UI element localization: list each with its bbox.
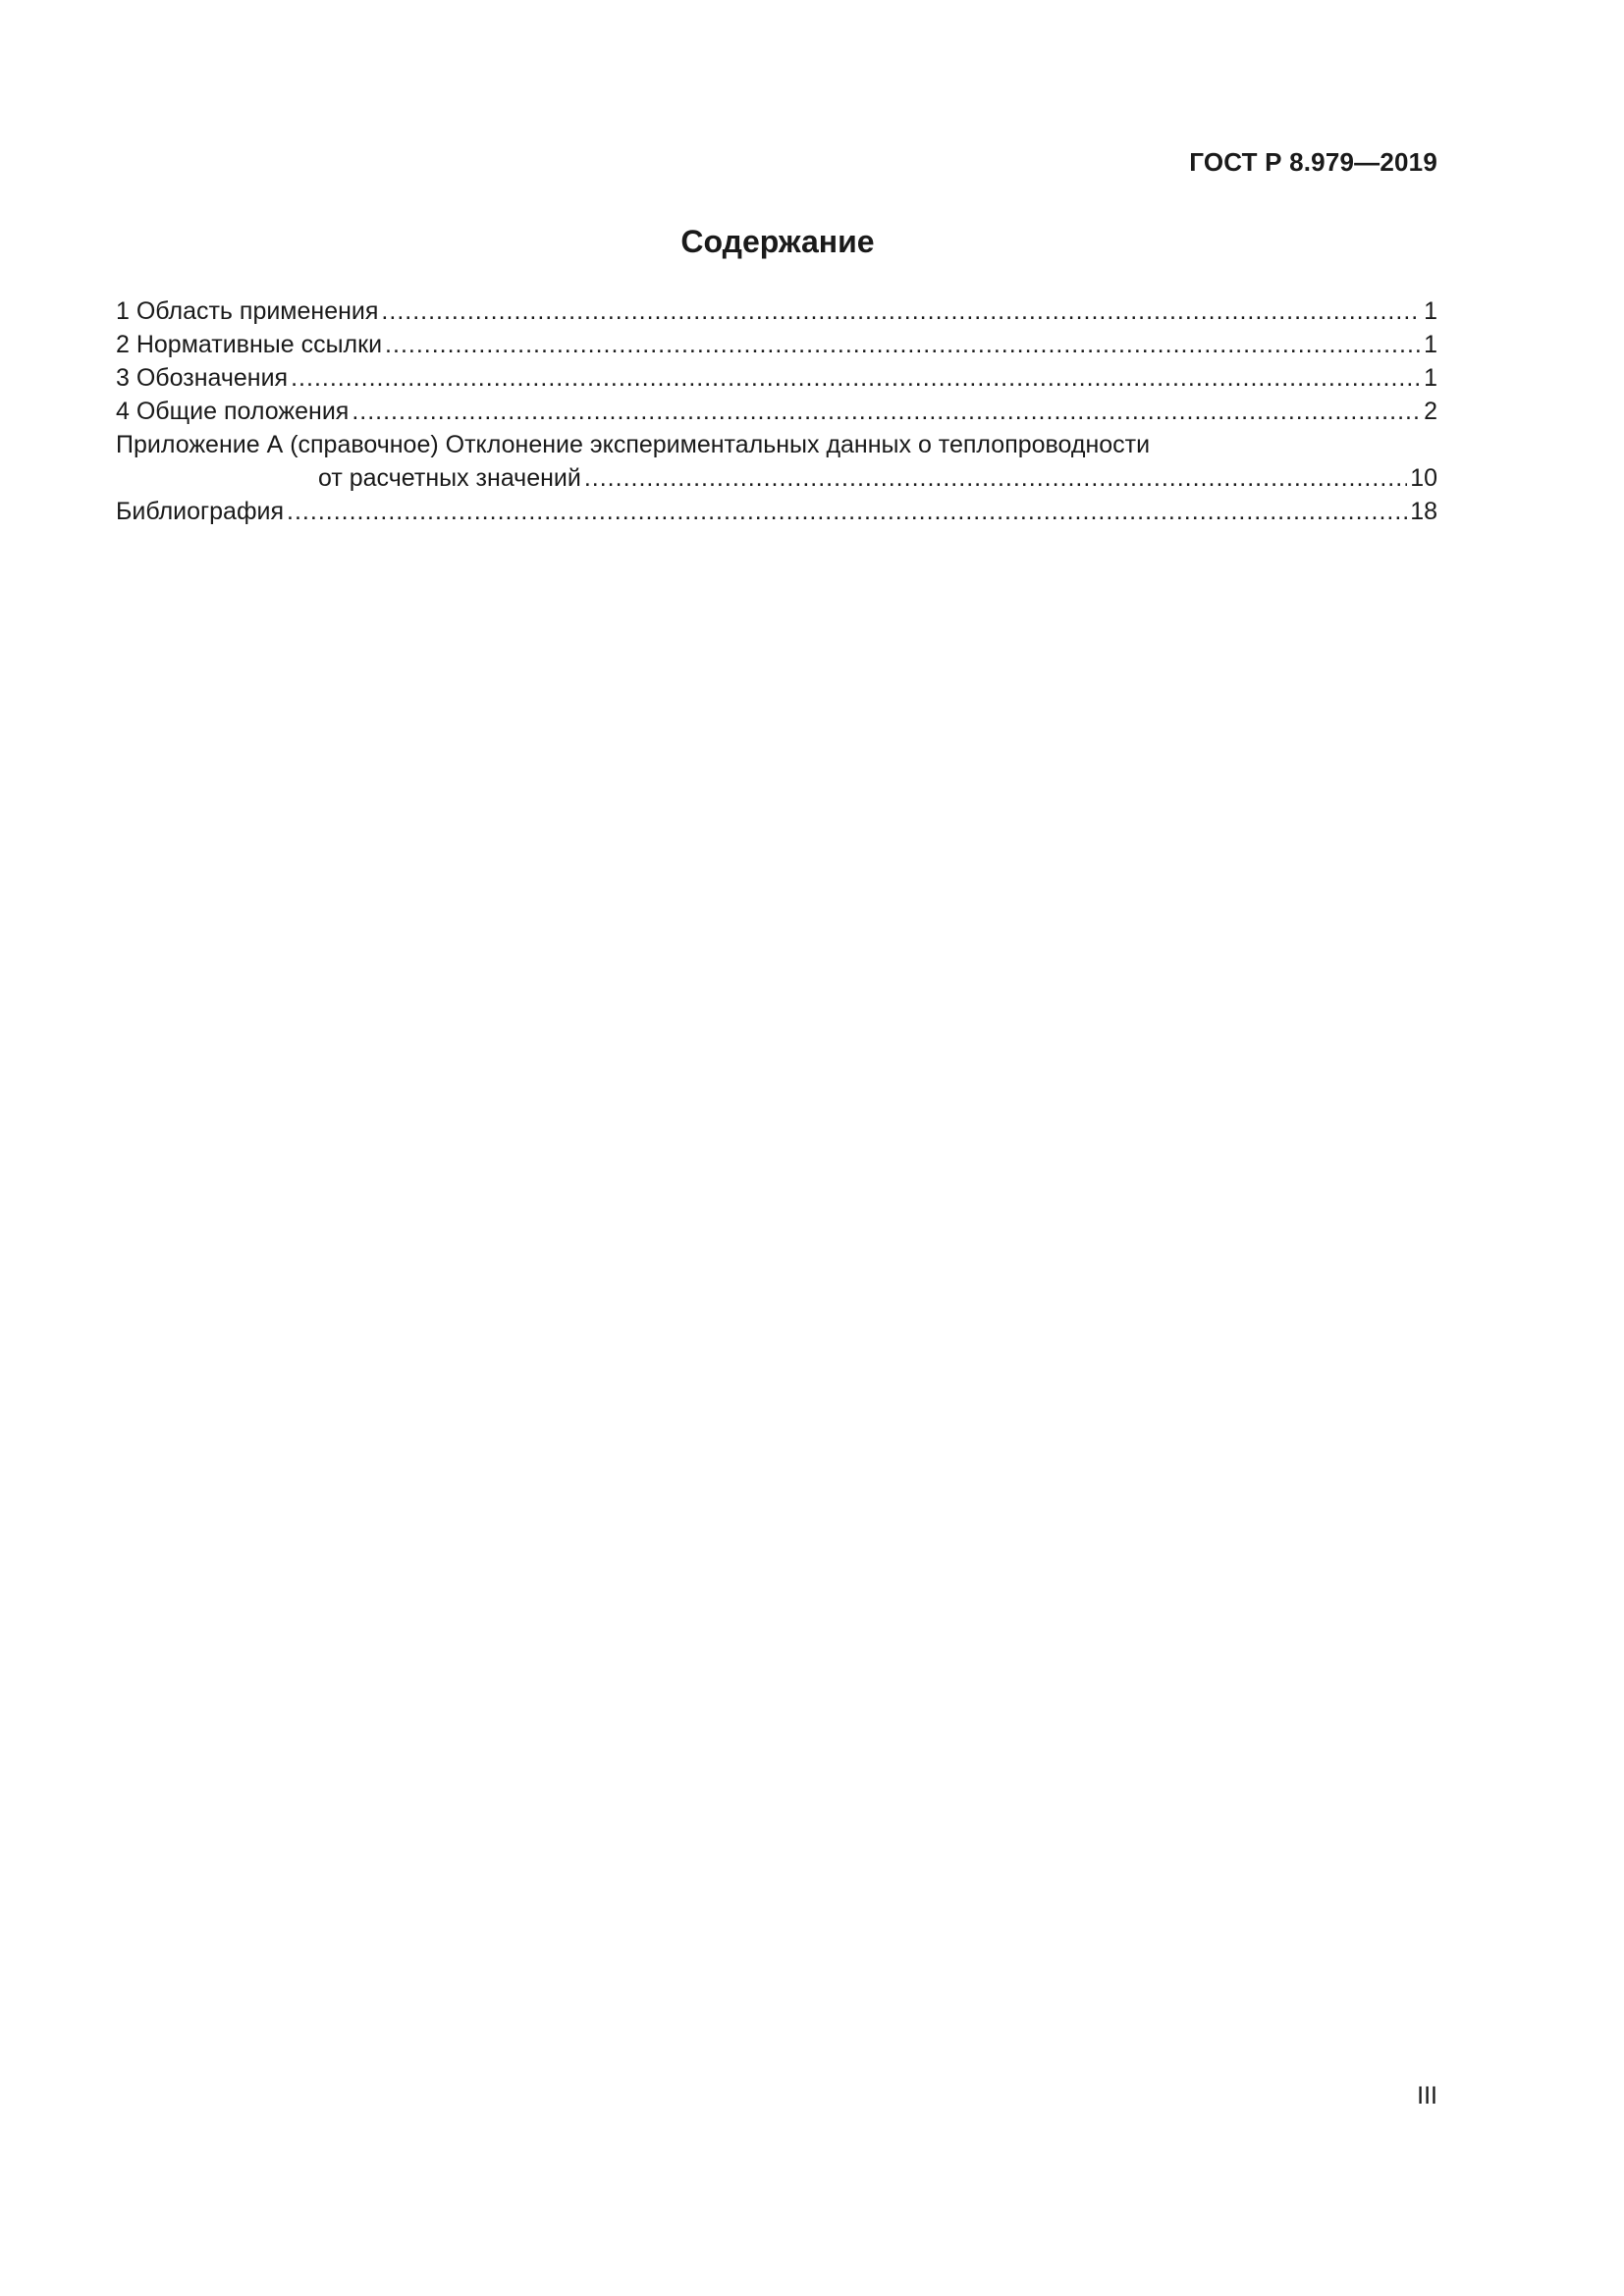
toc-entry-bibliography[interactable] bbox=[116, 495, 1437, 528]
toc-entry-page: 10 bbox=[1410, 464, 1437, 492]
toc-dot-leader bbox=[385, 328, 1421, 361]
toc-dot-leader bbox=[291, 361, 1421, 395]
toc-entry-scope[interactable] bbox=[116, 294, 1437, 328]
toc-entry-label: 3 Обозначения bbox=[116, 364, 289, 392]
toc-entry-page: 18 bbox=[1410, 498, 1437, 525]
toc-entry-label: 2 Нормативные ссылки bbox=[116, 331, 383, 358]
toc-entry-appendix-a[interactable] bbox=[116, 428, 1437, 495]
toc-entry-page: 2 bbox=[1424, 398, 1437, 425]
toc-entry-page: 1 bbox=[1424, 331, 1437, 358]
toc-entry-label-continuation: от расчетных значений bbox=[318, 464, 581, 492]
page-number: III bbox=[1417, 2082, 1437, 2109]
toc-dot-leader bbox=[352, 395, 1421, 428]
table-of-contents bbox=[116, 294, 1437, 528]
toc-entry-label: 1 Область применения bbox=[116, 297, 379, 325]
toc-entry-normative-references[interactable] bbox=[116, 328, 1437, 361]
document-code: ГОСТ Р 8.979—2019 bbox=[1189, 147, 1437, 177]
toc-dot-leader bbox=[381, 294, 1421, 328]
toc-entry-page: 1 bbox=[1424, 297, 1437, 325]
toc-dot-leader bbox=[287, 495, 1407, 528]
toc-title: Содержание bbox=[680, 224, 875, 259]
toc-entry-label: 4 Общие положения bbox=[116, 398, 350, 425]
toc-entry-page: 1 bbox=[1424, 364, 1437, 392]
toc-entry-general-provisions[interactable] bbox=[116, 395, 1437, 428]
toc-entry-symbols[interactable] bbox=[116, 361, 1437, 395]
toc-dot-leader bbox=[584, 461, 1407, 495]
toc-entry-label: Приложение А (справочное) Отклонение экспериментальных данных о теплопроводности bbox=[116, 431, 1151, 458]
toc-entry-label: Библиография bbox=[116, 498, 285, 525]
